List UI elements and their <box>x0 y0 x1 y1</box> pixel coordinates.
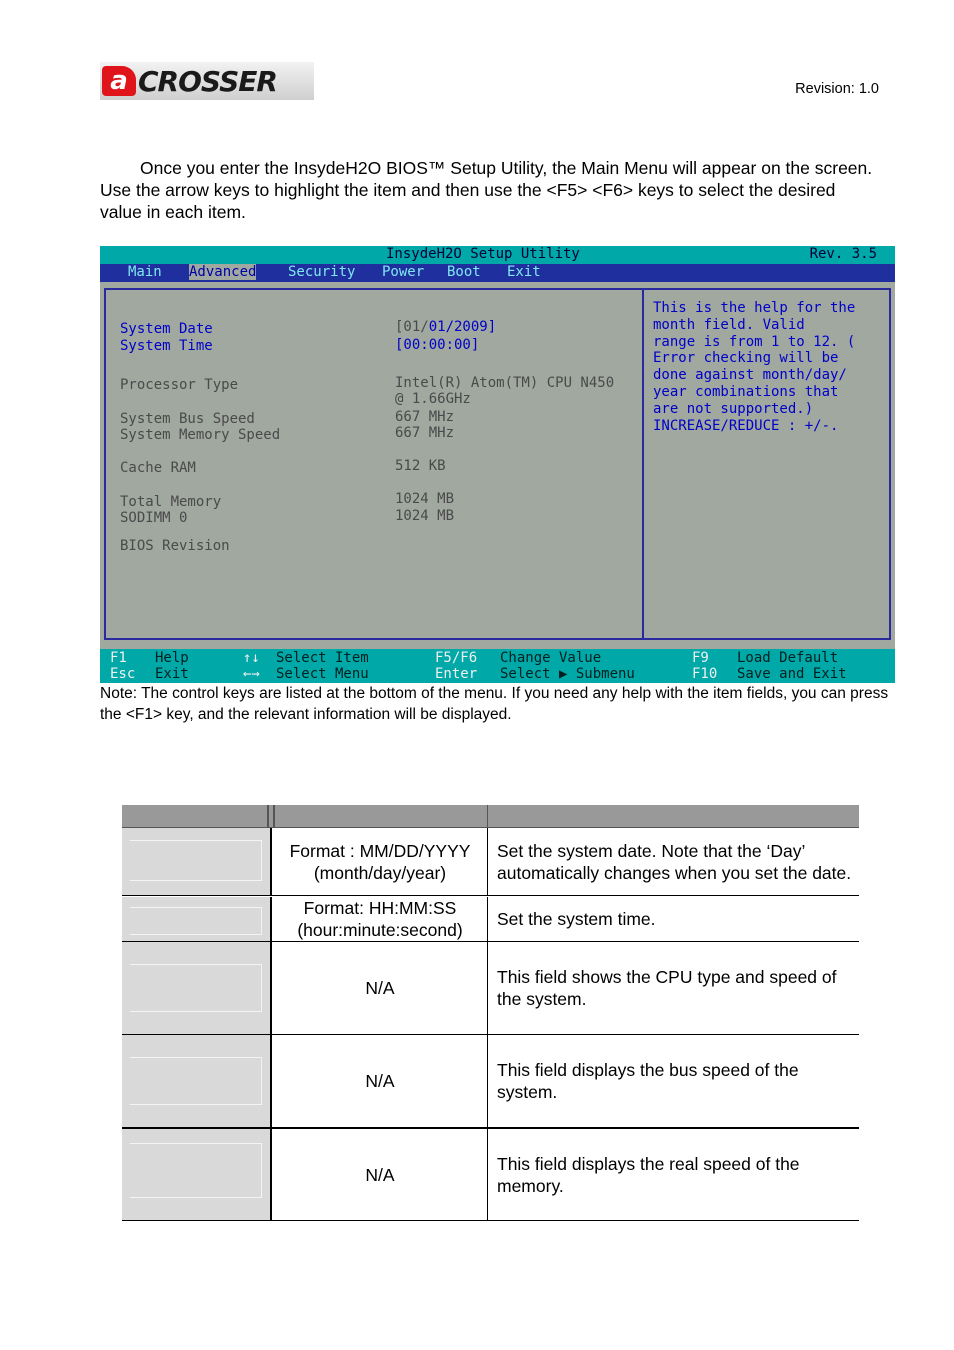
processor-freq-value: @ 1.66GHz <box>395 391 471 407</box>
key-enter-desc: Select ▶ Submenu <box>500 666 635 682</box>
key-updown: ↑↓ <box>243 650 260 666</box>
header-separator <box>487 805 488 827</box>
description-cell: Set the system time. <box>497 909 656 929</box>
menu-boot[interactable]: Boot <box>447 264 481 280</box>
memory-speed-value: 667 MHz <box>395 425 455 441</box>
sodimm-label: SODIMM 0 <box>120 510 188 526</box>
option-cell: N/A <box>273 1035 488 1127</box>
revision-label: Revision: 1.0 <box>795 81 879 97</box>
cache-ram-label: Cache RAM <box>120 460 196 476</box>
item-cell <box>122 942 272 1034</box>
key-f5f6: F5/F6 <box>435 650 478 666</box>
date-month[interactable]: [01/ <box>395 319 429 335</box>
menu-advanced[interactable]: Advanced <box>189 264 257 280</box>
system-date-label[interactable]: System Date <box>120 321 213 337</box>
menu-power[interactable]: Power <box>382 264 425 280</box>
intro-paragraph <box>100 157 880 223</box>
panel-divider <box>642 290 644 638</box>
acrosser-logo <box>100 62 314 100</box>
key-f10: F10 <box>692 666 718 682</box>
system-time-value[interactable]: [00:00:00] <box>395 337 480 353</box>
key-f5f6-desc: Change Value <box>500 650 602 666</box>
menu-main[interactable]: Main <box>128 264 162 280</box>
key-leftright: ←→ <box>243 666 260 682</box>
table-row <box>122 828 859 896</box>
item-cell <box>122 1129 272 1220</box>
bios-main-panel <box>104 288 891 640</box>
table-row <box>122 897 859 942</box>
processor-type-value: Intel(R) Atom(TM) CPU N450 <box>395 375 615 391</box>
bios-revision: Rev. 3.5 <box>809 246 877 262</box>
total-memory-value: 1024 MB <box>395 491 455 507</box>
key-esc: Esc <box>110 666 136 682</box>
system-date-value[interactable] <box>395 319 496 335</box>
option-cell: Format: HH:MM:SS (hour:minute:second) <box>273 897 488 941</box>
key-esc-desc: Exit <box>155 666 189 682</box>
key-f9-desc: Load Default <box>737 650 839 666</box>
bus-speed-label: System Bus Speed <box>120 411 255 427</box>
item-cell <box>122 828 272 895</box>
description-cell: This field shows the CPU type and speed of the system. <box>497 967 837 1009</box>
sodimm-value: 1024 MB <box>395 508 455 524</box>
bios-title: InsydeH2O Setup Utility <box>386 246 580 262</box>
bios-revision-label: BIOS Revision <box>120 538 230 554</box>
cache-ram-value: 512 KB <box>395 458 446 474</box>
bios-menu-bar <box>100 264 895 282</box>
key-enter: Enter <box>435 666 478 682</box>
key-f1: F1 <box>110 650 127 666</box>
memory-speed-label: System Memory Speed <box>120 427 281 443</box>
header-separator <box>267 805 269 827</box>
system-time-label[interactable]: System Time <box>120 338 213 354</box>
description-cell: This field displays the bus speed of the system. <box>497 1060 799 1102</box>
option-cell: Format : MM/DD/YYYY (month/day/year) <box>273 828 488 895</box>
table-header <box>122 805 859 828</box>
logo-text: CROSSER <box>138 64 277 98</box>
item-cell <box>122 1035 272 1127</box>
table-row <box>122 942 859 1035</box>
table-row <box>122 1035 859 1128</box>
key-updown-desc: Select Item <box>276 650 369 666</box>
header-separator <box>273 805 275 827</box>
option-cell: N/A <box>273 942 488 1034</box>
intro-text: Once you enter the InsydeH2O BIOS™ Setup Utility, the Main Menu will appear on the screen. Use the arrow keys to highlight the item and then use the <F5> <F6> keys to select the desired value in each item. <box>100 158 873 222</box>
description-cell: This field displays the real speed of the memory. <box>497 1153 800 1196</box>
description-cell: Set the system date. Note that the ‘Day’ automatically changes when you set the date. <box>497 840 852 883</box>
options-table <box>122 805 859 1196</box>
bus-speed-value: 667 MHz <box>395 409 455 425</box>
item-cell <box>122 897 272 941</box>
note-paragraph: Note: The control keys are listed at the bottom of the menu. If you need any help with the item fields, you can press the <F1> key, and the relevant information will be displayed. <box>100 685 889 723</box>
help-text: This is the help for the month field. Valid range is from 1 to 12. ( Error checking will be done against month/day/ year combinations that are not supported.) INCREASE/REDUCE : +/-. <box>653 300 856 434</box>
menu-security[interactable]: Security <box>288 264 356 280</box>
key-f10-desc: Save and Exit <box>737 666 847 682</box>
date-rest[interactable]: 01/2009] <box>428 319 497 335</box>
logo-mark: a <box>102 66 136 96</box>
key-f9: F9 <box>692 650 709 666</box>
bios-title-bar <box>100 246 895 264</box>
bios-screenshot <box>100 246 895 683</box>
key-f1-desc: Help <box>155 650 189 666</box>
bios-footer <box>100 649 895 683</box>
table-row <box>122 1128 859 1221</box>
processor-type-label: Processor Type <box>120 377 239 393</box>
key-leftright-desc: Select Menu <box>276 666 369 682</box>
menu-exit[interactable]: Exit <box>507 264 541 280</box>
total-memory-label: Total Memory <box>120 494 222 510</box>
option-cell: N/A <box>273 1129 488 1220</box>
